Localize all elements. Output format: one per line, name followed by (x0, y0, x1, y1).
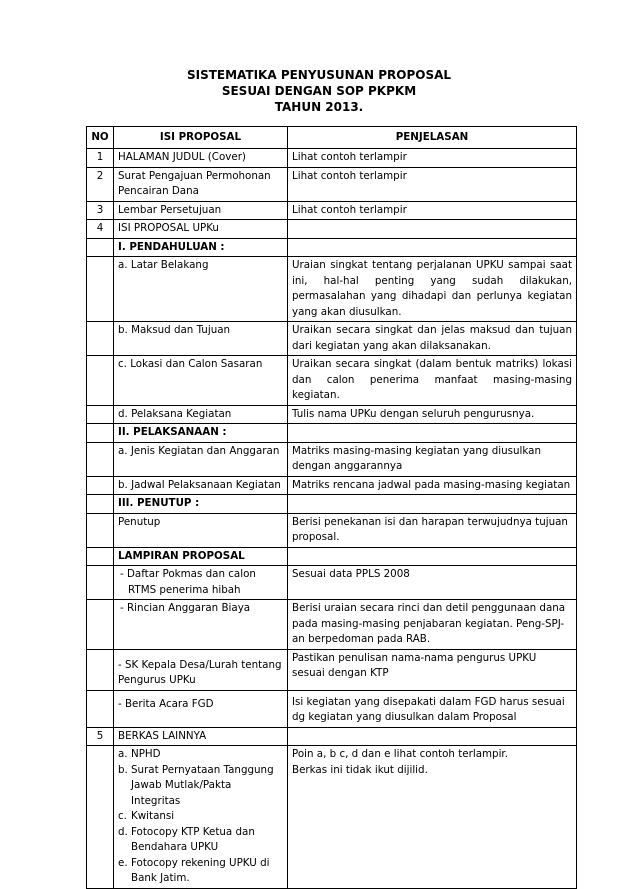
row-isi (114, 566, 288, 600)
table-row (87, 322, 577, 356)
table-row (87, 649, 577, 690)
section-heading-pendahuluan: I. PENDAHULUAN : (114, 238, 288, 257)
row-isi: HALAMAN JUDUL (Cover) (114, 149, 288, 168)
row-penjelasan: Pastikan penulisan nama-nama pengurus UPKU sesuai dengan KTP (288, 649, 577, 690)
row-no (87, 746, 114, 889)
row-penjelasan: Matriks rencana jadwal pada masing-masing kegiatan (288, 476, 577, 495)
berkas-list (114, 746, 288, 889)
row-no: 5 (87, 727, 114, 746)
berkas-penjelasan (288, 746, 577, 889)
row-no (87, 257, 114, 322)
table-row-berkas (87, 746, 577, 889)
row-isi: a. Latar Belakang (114, 257, 288, 322)
row-no (87, 424, 114, 443)
row-penjelasan: Isi kegiatan yang disepakati dalam FGD harus sesuai dg kegiatan yang diusulkan dalam Proposal (288, 690, 577, 727)
row-isi: b. Maksud dan Tujuan (114, 322, 288, 356)
table-row (87, 201, 577, 220)
proposal-table (86, 126, 577, 889)
row-no (87, 238, 114, 257)
table-row (87, 476, 577, 495)
section-heading-pelaksanaan: II. PELAKSANAAN : (114, 424, 288, 443)
section-heading-lampiran: LAMPIRAN PROPOSAL (114, 547, 288, 566)
table-row (87, 690, 577, 727)
row-penjelasan (288, 424, 577, 443)
list-item (118, 825, 283, 856)
row-no (87, 476, 114, 495)
row-penjelasan: Uraikan secara singkat dan jelas maksud dan tujuan dari kegiatan yang akan dilaksanakan. (288, 322, 577, 356)
lampiran-item: - Daftar Pokmas dan calon RTMS penerima hibah (120, 568, 256, 596)
row-no (87, 356, 114, 406)
table-row (87, 727, 577, 746)
row-no (87, 513, 114, 547)
item-text: Fotocopy KTP Ketua dan Bendahara UPKU (131, 825, 255, 853)
table-header-row (87, 127, 577, 149)
item-letter: e. (118, 856, 128, 869)
table-row (87, 356, 577, 406)
item-letter: b. (118, 763, 128, 776)
row-penjelasan (288, 547, 577, 566)
row-no: 3 (87, 201, 114, 220)
row-no (87, 547, 114, 566)
row-penjelasan (288, 238, 577, 257)
lampiran-item: - Rincian Anggaran Biaya (120, 602, 251, 614)
row-penjelasan: Lihat contoh terlampir (288, 149, 577, 168)
row-penjelasan (288, 495, 577, 514)
section-heading-penutup: III. PENUTUP : (114, 495, 288, 514)
row-penjelasan: Uraian singkat tentang perjalanan UPKU sampai saat ini, hal-hal penting yang sudah dilakukan, permasalahan yang dihadapi dan perlunya kegiatan yang akan diusulkan. (288, 257, 577, 322)
row-penjelasan: Berisi penekanan isi dan harapan terwujudnya tujuan proposal. (288, 513, 577, 547)
table-row (87, 149, 577, 168)
row-penjelasan: Berisi uraian secara rinci dan detil penggunaan dana pada masing-masing penjabaran kegiatan. Peng-SPJ-an berpedoman pada RAB. (288, 600, 577, 650)
row-isi: - Berita Acara FGD (114, 690, 288, 727)
table-row (87, 495, 577, 514)
list-item (118, 763, 283, 810)
table-row (87, 566, 577, 600)
table-row (87, 220, 577, 239)
row-penjelasan: Matriks masing-masing kegiatan yang diusulkan dengan anggarannya (288, 442, 577, 476)
row-no: 4 (87, 220, 114, 239)
row-no: 2 (87, 167, 114, 201)
row-no (87, 566, 114, 600)
item-text: Fotocopy rekening UPKU di Bank Jatim. (131, 856, 270, 884)
table-row (87, 405, 577, 424)
row-isi: - SK Kepala Desa/Lurah tentang Pengurus UPKu (114, 649, 288, 690)
row-isi: Penutup (114, 513, 288, 547)
row-isi: ISI PROPOSAL UPKu (114, 220, 288, 239)
title-line-1: SISTEMATIKA PENYUSUNAN PROPOSAL (186, 68, 452, 82)
row-isi: Surat Pengajuan Permohonan Pencairan Dana (114, 167, 288, 201)
berkas-note-1: Poin a, b c, d dan e lihat contoh terlampir. (292, 748, 508, 760)
table-row (87, 424, 577, 443)
table-row (87, 547, 577, 566)
row-no (87, 495, 114, 514)
item-text: NPHD (131, 748, 161, 760)
row-no (87, 649, 114, 690)
item-letter: d. (118, 825, 128, 838)
list-item (118, 856, 283, 887)
header-isi-proposal: ISI PROPOSAL (114, 127, 288, 149)
row-isi: BERKAS LAINNYA (114, 727, 288, 746)
header-no: NO (87, 127, 114, 149)
table-row (87, 442, 577, 476)
row-penjelasan: Lihat contoh terlampir (288, 201, 577, 220)
item-letter: c. (118, 810, 127, 822)
list-item (118, 809, 283, 825)
row-penjelasan: Uraikan secara singkat (dalam bentuk matriks) lokasi dan calon penerima manfaat masing-masing kegiatan. (288, 356, 577, 406)
header-penjelasan: PENJELASAN (288, 127, 577, 149)
table-row (87, 257, 577, 322)
row-no (87, 322, 114, 356)
table-row (87, 167, 577, 201)
title-line-3: TAHUN 2013. (274, 100, 364, 114)
document-title (0, 67, 638, 115)
row-isi: Lembar Persetujuan (114, 201, 288, 220)
row-isi: c. Lokasi dan Calon Sasaran (114, 356, 288, 406)
row-penjelasan (288, 727, 577, 746)
row-penjelasan: Tulis nama UPKu dengan seluruh pengurusnya. (288, 405, 577, 424)
row-no (87, 600, 114, 650)
row-no (87, 442, 114, 476)
item-text: Surat Pernyataan Tanggung Jawab Mutlak/Pakta Integritas (131, 763, 274, 807)
row-no: 1 (87, 149, 114, 168)
row-penjelasan (288, 220, 577, 239)
item-text: Kwitansi (131, 810, 175, 822)
row-no (87, 690, 114, 727)
table-row (87, 600, 577, 650)
list-item (118, 747, 283, 763)
table-row (87, 513, 577, 547)
berkas-note-2: Berkas ini tidak ikut dijilid. (292, 763, 428, 776)
row-isi: d. Pelaksana Kegiatan (114, 405, 288, 424)
row-isi: b. Jadwal Pelaksanaan Kegiatan (114, 476, 288, 495)
table-row (87, 238, 577, 257)
row-isi (114, 600, 288, 650)
row-no (87, 405, 114, 424)
row-isi: a. Jenis Kegiatan dan Anggaran (114, 442, 288, 476)
row-penjelasan: Sesuai data PPLS 2008 (288, 566, 577, 600)
item-letter: a. (118, 748, 128, 760)
row-penjelasan: Lihat contoh terlampir (288, 167, 577, 201)
title-line-2: SESUAI DENGAN SOP PKPKM (221, 84, 417, 98)
